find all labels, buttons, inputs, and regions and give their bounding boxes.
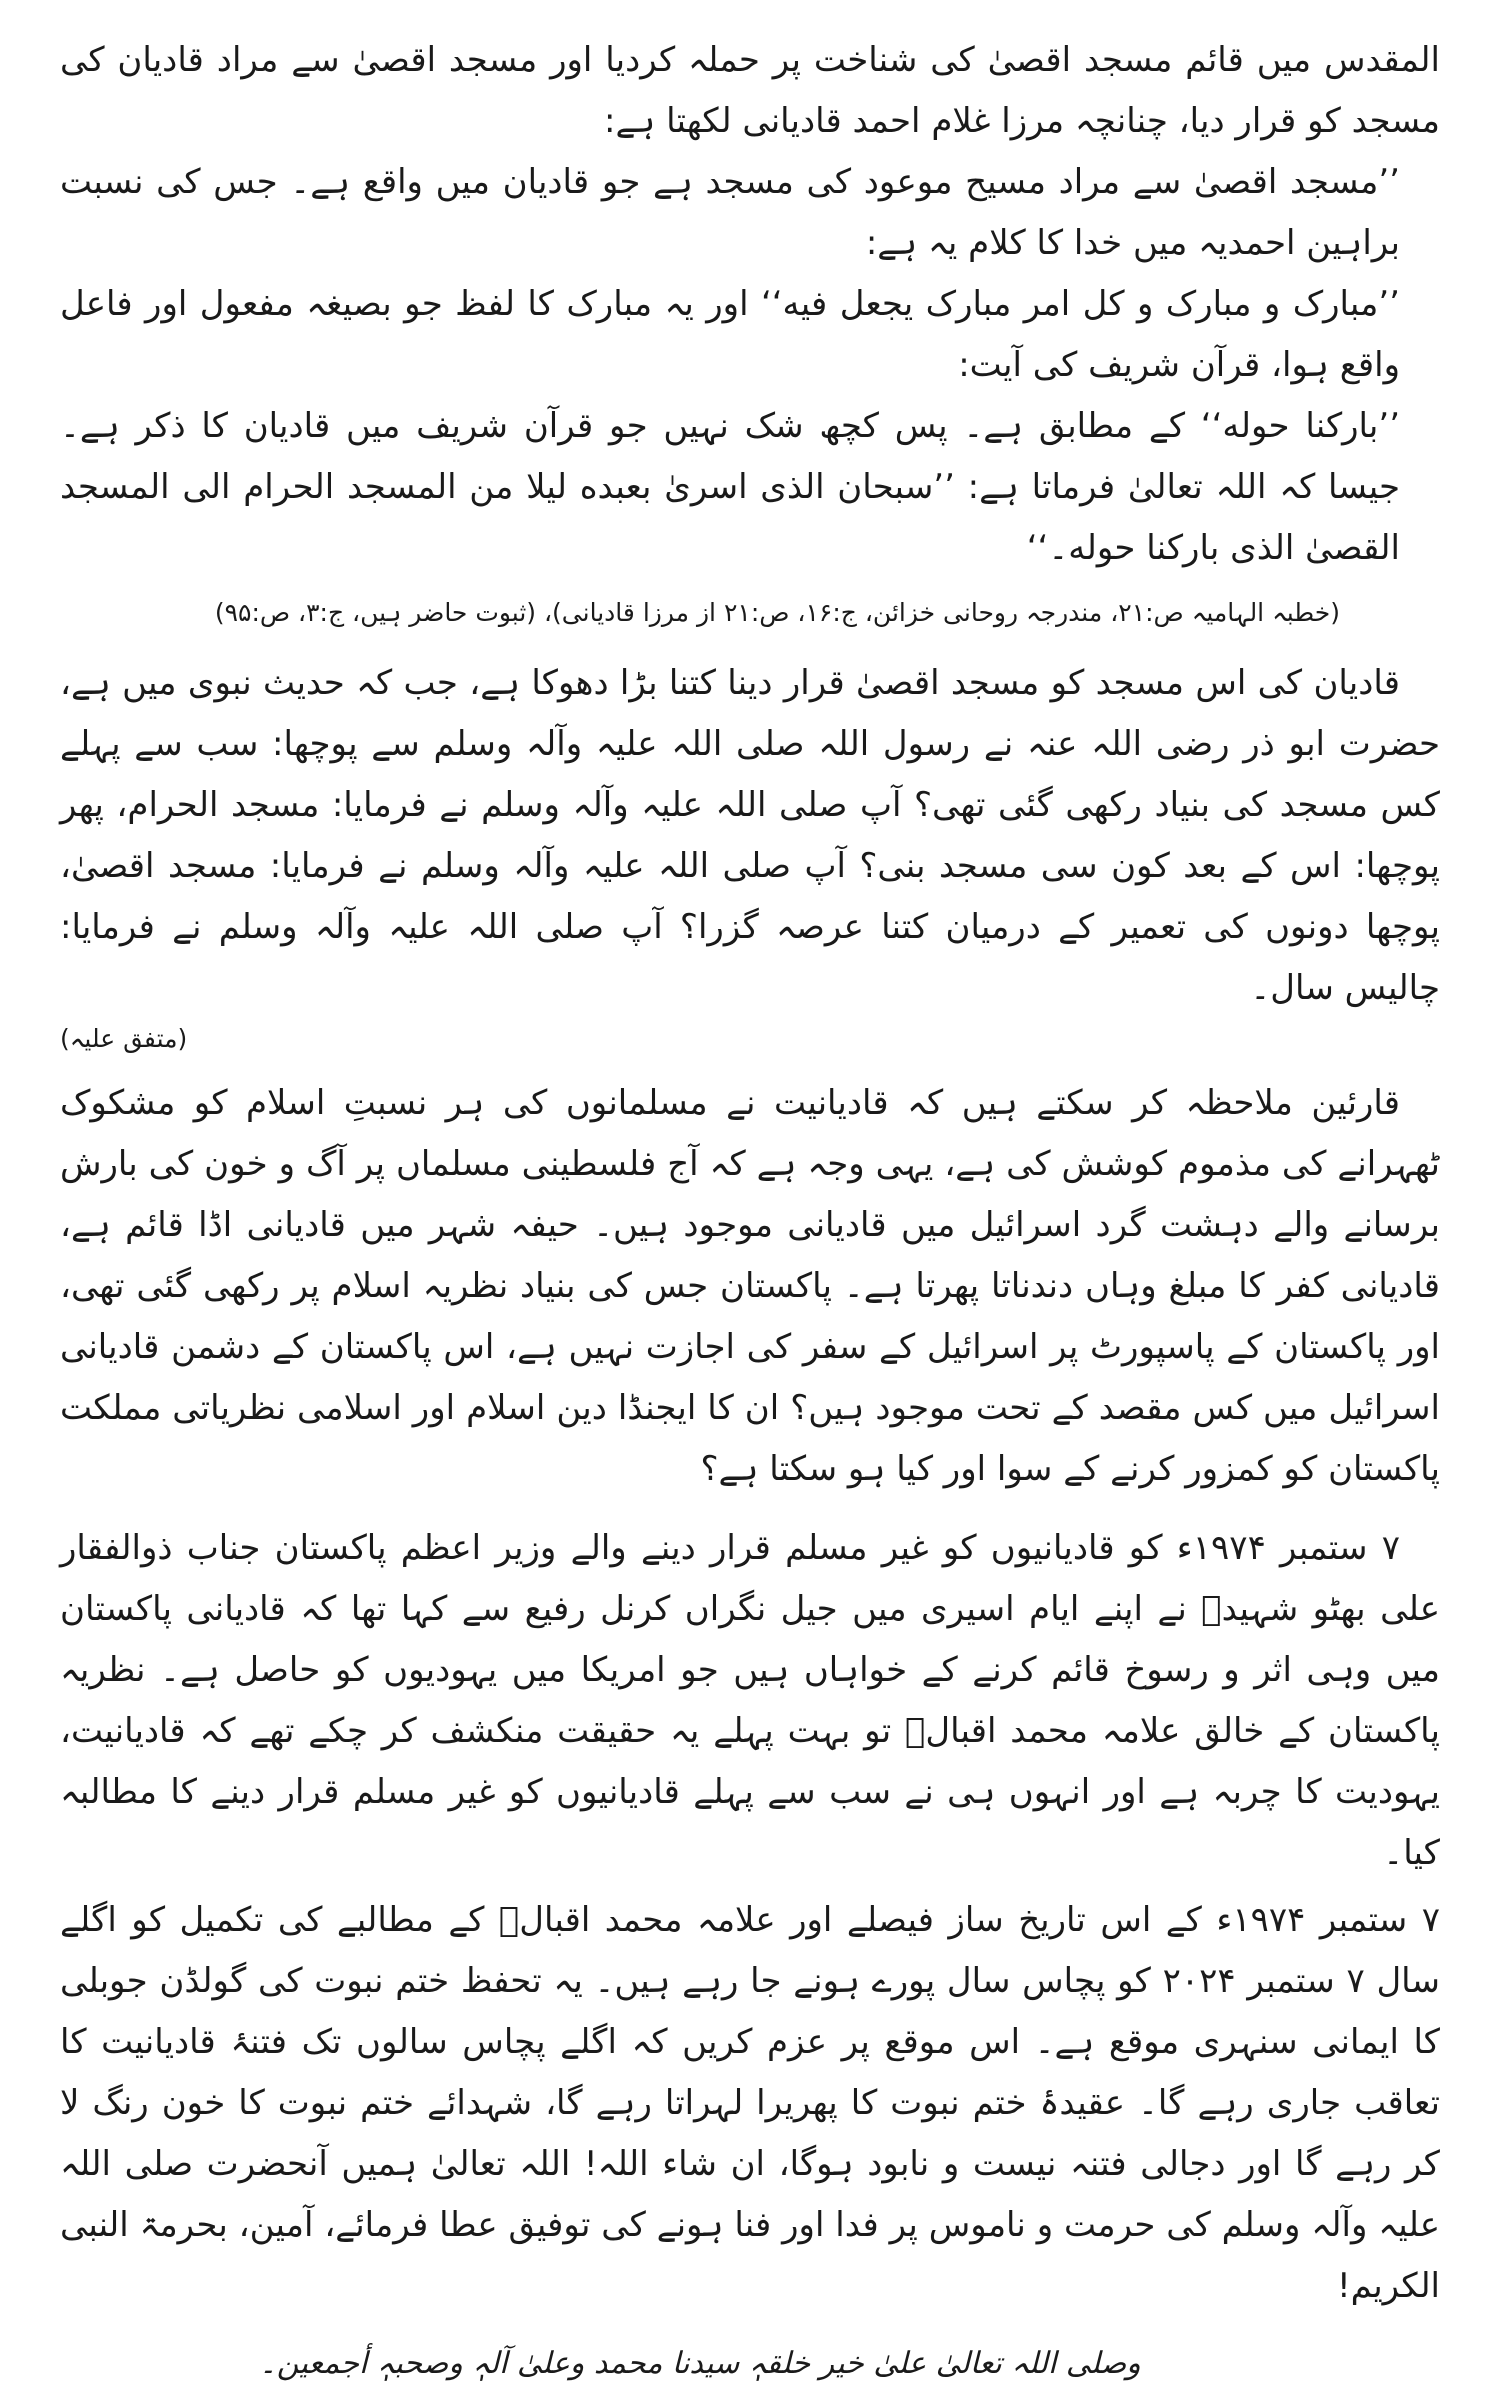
- quote-block: [60, 152, 1440, 579]
- hadith-reference: (متفق علیہ): [60, 1024, 188, 1053]
- quote-reference: (خطبہ الہامیہ ص:۲۱، مندرجہ روحانی خزائن، ج:۱۶، ص:۲۱ از مرزا قادیانی)، (ثبوت حاضر ہیں، ج:۳، ص:۹۵): [214, 598, 1340, 627]
- closing-benediction: وصلی اللہ تعالیٰ علیٰ خیر خلقہٖ سیدنا محمد وعلیٰ آلہٖ وصحبہٖ أجمعین۔: [259, 2346, 1141, 2381]
- quote-line-3: ’’بارکنا حوله‘‘ کے مطابق ہے۔ پس کچھ شک نہیں جو قرآن شریف میں قادیان کا ذکر ہے۔ جیسا کہ اللہ تعالیٰ فرماتا ہے: ’’سبحان الذی اسریٰ بعبده لیلا من المسجد الحرام الی المسجد القصیٰ الذی بارکنا حوله۔‘‘: [60, 406, 1401, 568]
- jubilee-paragraph: ۷ ستمبر ۱۹۷۴ء کے اس تاریخ ساز فیصلے اور علامہ محمد اقبالؒ کے مطالبے کی تکمیل کو اگلے سال ۷ ستمبر ۲۰۲۴ کو پچاس سال پورے ہونے جا رہے ہیں۔ یہ تحفظ ختم نبوت کی گولڈن جوبلی کا ایمانی سنہری موقع ہے۔ اس موقع پر عزم کریں کہ اگلے پچاس سالوں تک فتنۂ قادیانیت کا تعاقب جاری رہے گا۔ عقیدۂ ختم نبوت کا پھریرا لہراتا رہے گا، شہدائے ختم نبوت کا خون رنگ لا کر رہے گا اور دجالی فتنہ نیست و نابود ہوگا، ان شاء اللہ! اللہ تعالیٰ ہمیں آنحضرت صلی اللہ علیہ وآلہ وسلم کی حرمت و ناموس پر فدا اور فنا ہونے کی توفیق عطا فرمائے، آمین، بحرمۃ النبی الکریم!: [60, 1900, 1440, 2306]
- bhutto-paragraph: ۷ ستمبر ۱۹۷۴ء کو قادیانیوں کو غیر مسلم قرار دینے والے وزیر اعظم پاکستان جناب ذوالفقار علی بھٹو شہیدؒ نے اپنے ایام اسیری میں جیل نگراں کرنل رفیع سے کہا تھا کہ قادیانی پاکستان میں وہی اثر و رسوخ قائم کرنے کے خواہاں ہیں جو امریکا میں یہودیوں کو حاصل ہے۔ نظریہ پاکستان کے خالق علامہ محمد اقبالؒ تو بہت پہلے یہ حقیقت منکشف کر چکے تھے کہ قادیانیت، یہودیت کا چربہ ہے اور انہوں ہی نے سب سے پہلے قادیانیوں کو غیر مسلم قرار دینے کا مطالبہ کیا۔: [60, 1528, 1440, 1873]
- israel-paragraph: قارئین ملاحظہ کر سکتے ہیں کہ قادیانیت نے مسلمانوں کی ہر نسبتِ اسلام کو مشکوک ٹھہرانے کی مذموم کوشش کی ہے، یہی وجہ ہے کہ آج فلسطینی مسلماں پر آگ و خون کی بارش برسانے والے دہشت گرد اسرائیل میں قادیانی موجود ہیں۔ حیفہ شہر میں قادیانی اڈا قائم ہے، قادیانی کفر کا مبلغ وہاں دندناتا پھرتا ہے۔ پاکستان جس کی بنیاد نظریہ اسلام پر رکھی گئی تھی، اور پاکستان کے پاسپورٹ پر اسرائیل کے سفر کی اجازت نہیں ہے، اس پاکستان کے دشمن قادیانی اسرائیل میں کس مقصد کے تحت موجود ہیں؟ ان کا ایجنڈا دین اسلام اور اسلامی نظریاتی مملکت پاکستان کو کمزور کرنے کے سوا اور کیا ہو سکتا ہے؟: [60, 1083, 1440, 1489]
- quote-line-2: ’’مبارک و مبارک و کل امر مبارک یجعل فیه‘‘ اور یہ مبارک کا لفظ جو بصیغہ مفعول اور فاعل واقع ہوا، قرآن شریف کی آیت:: [60, 284, 1400, 385]
- intro-paragraph: المقدس میں قائم مسجد اقصیٰ کی شناخت پر حملہ کردیا اور مسجد اقصیٰ سے مراد قادیان کی مسجد کو قرار دیا، چنانچہ مرزا غلام احمد قادیانی لکھتا ہے:: [60, 40, 1440, 141]
- hadith-paragraph: قادیان کی اس مسجد کو مسجد اقصیٰ قرار دینا کتنا بڑا دھوکا ہے، جب کہ حدیث نبوی میں ہے، حضرت ابو ذر رضی اللہ عنہ نے رسول اللہ صلی اللہ علیہ وآلہ وسلم سے پوچھا: سب سے پہلے کس مسجد کی بنیاد رکھی گئی تھی؟ آپ صلی اللہ علیہ وآلہ وسلم نے فرمایا: مسجد الحرام، پھر پوچھا: اس کے بعد کون سی مسجد بنی؟ آپ صلی اللہ علیہ وآلہ وسلم نے فرمایا: مسجد اقصیٰ، پوچھا دونوں کی تعمیر کے درمیان کتنا عرصہ گزرا؟ آپ صلی اللہ علیہ وآلہ وسلم نے فرمایا: چالیس سال۔: [60, 663, 1440, 1008]
- quote-line-1: ’’مسجد اقصیٰ سے مراد مسیح موعود کی مسجد ہے جو قادیان میں واقع ہے۔ جس کی نسبت براہین احمدیہ میں خدا کا کلام یہ ہے:: [60, 162, 1400, 263]
